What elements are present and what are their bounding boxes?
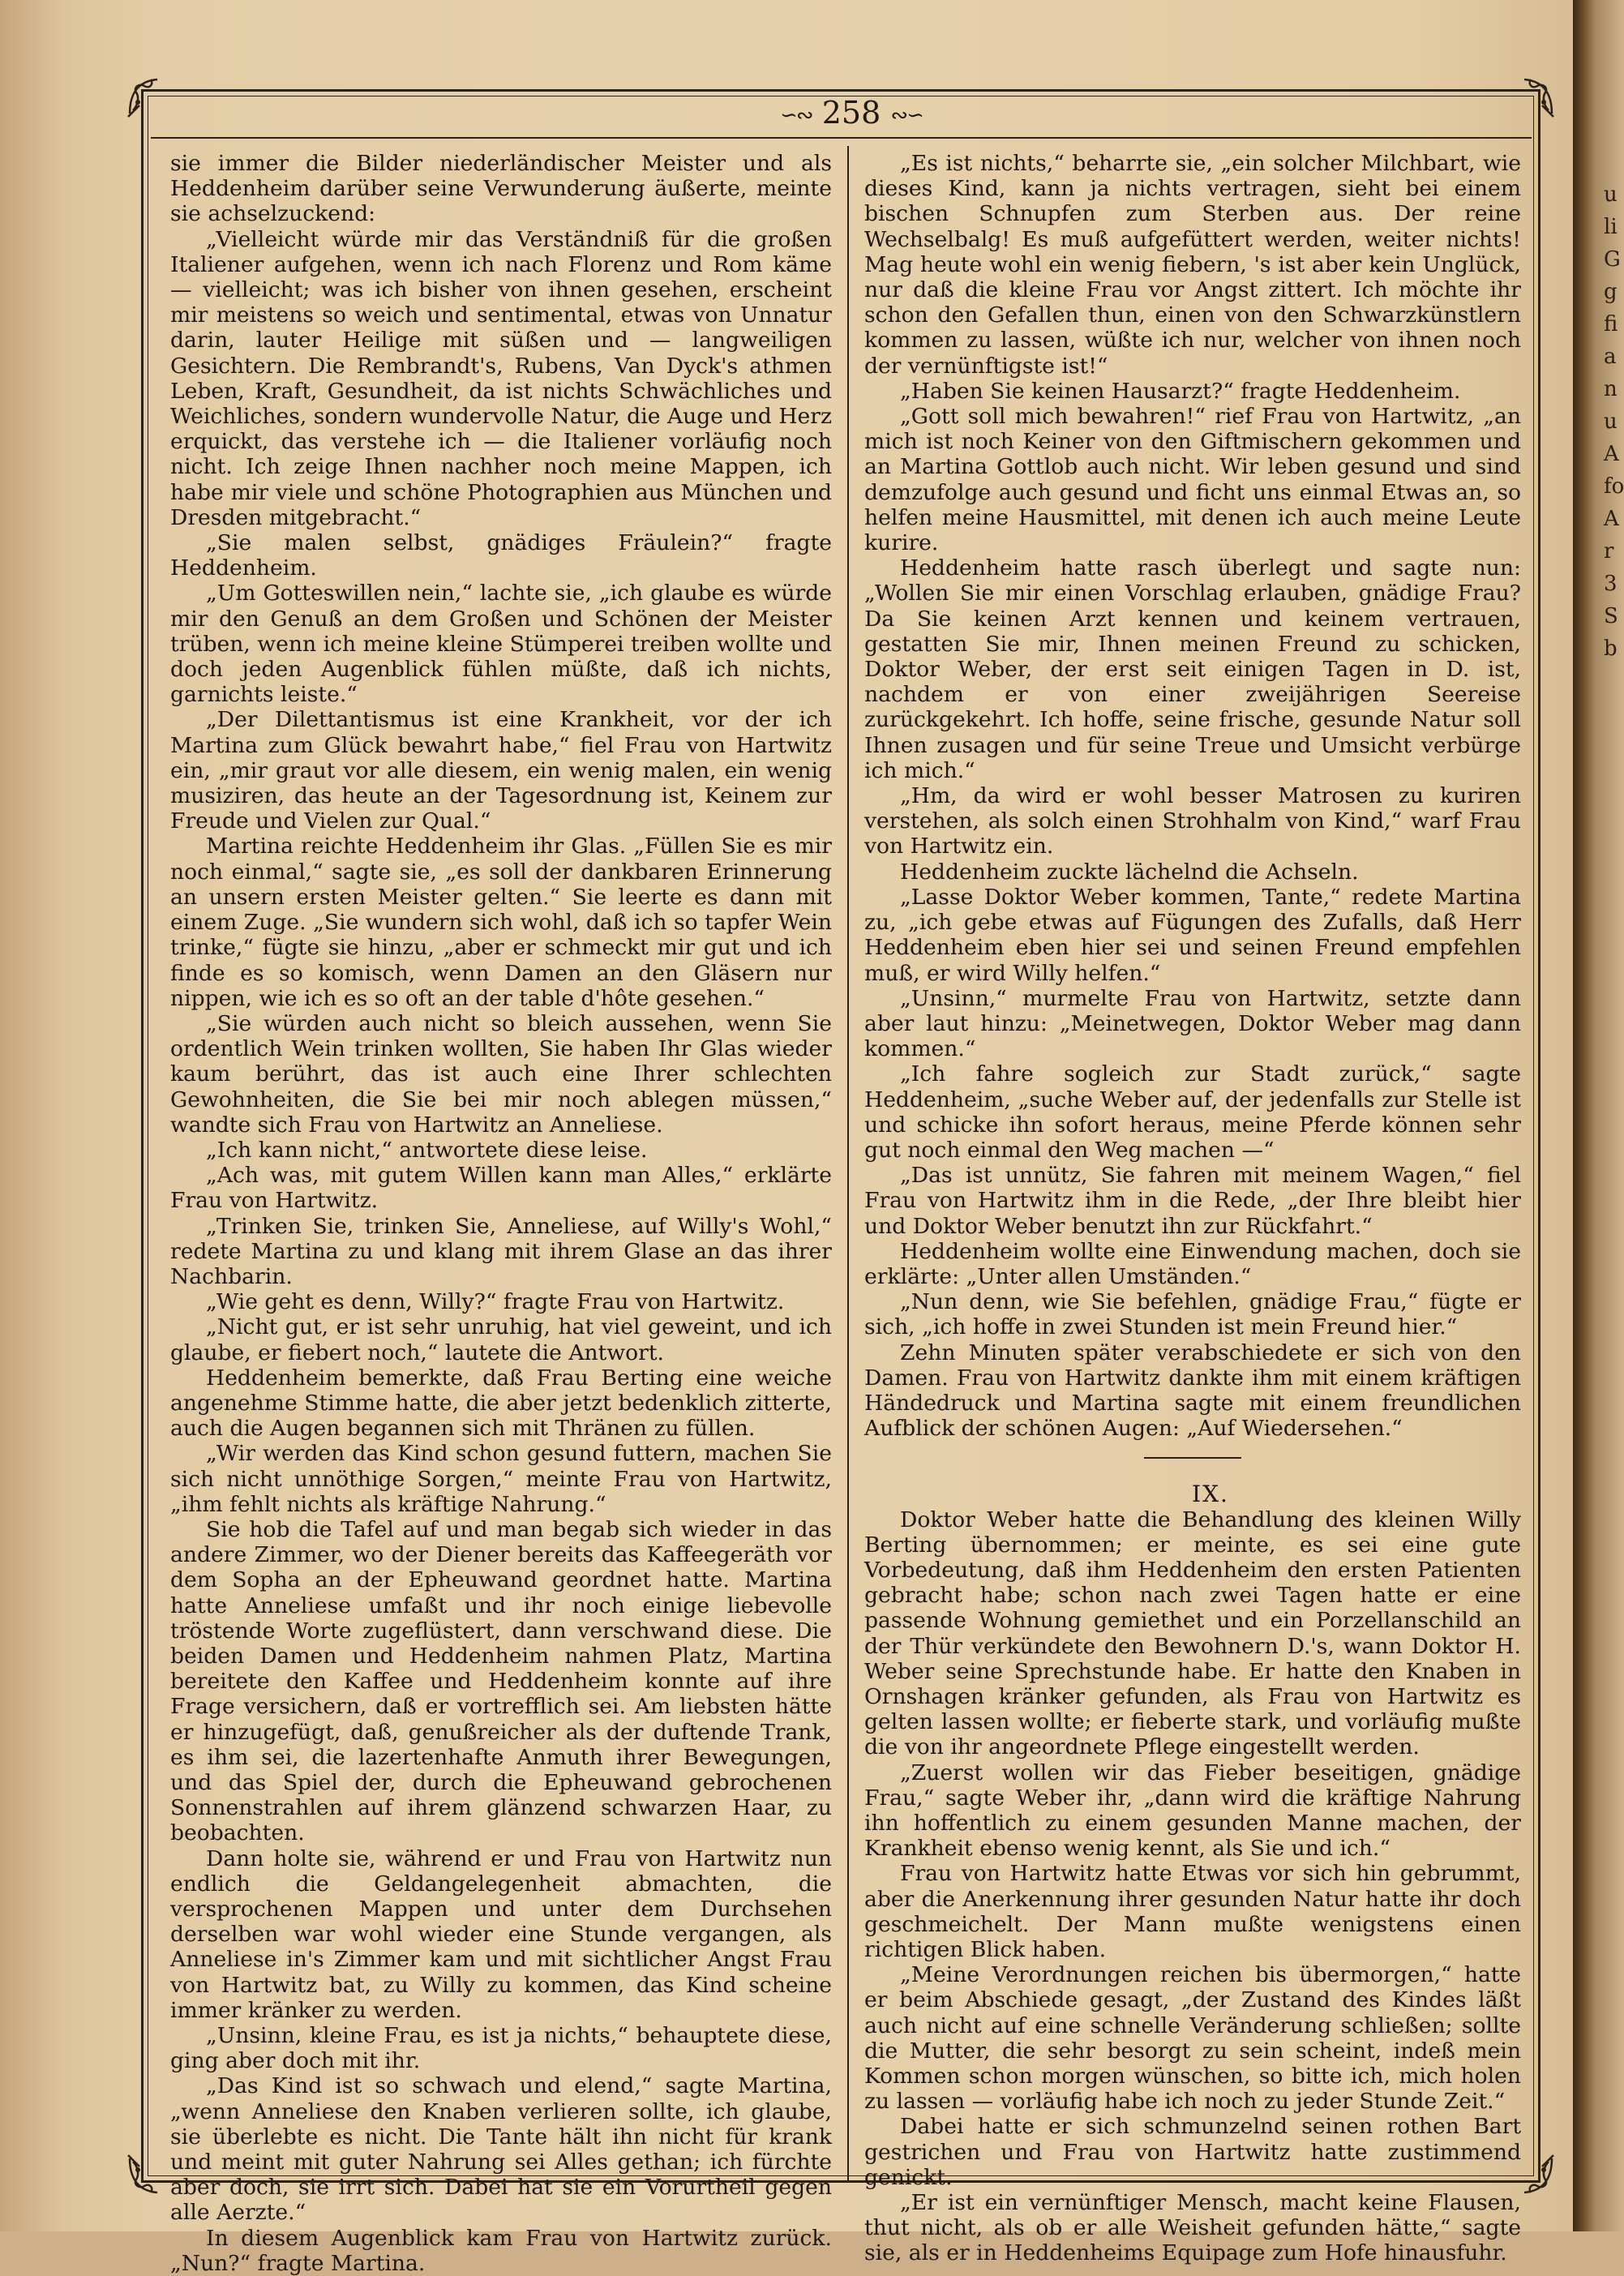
- paragraph: Sie hob die Tafel auf und man begab sich wieder in das andere Zimmer, wo der Diener bereits das Kaffeegeräth vor dem Sopha an der Epheuwand geordnet hatte. Martina hatte Anneliese umfaßt und ihr noch einige liebevolle tröstende Worte zugeflüstert, dann verschwand diese. Die beiden Damen und Heddenheim nahmen Platz, Martina bereitete den Kaffee und Heddenheim konnte auf ihre Frage versichern, daß er vortrefflich sei. Am liebsten hätte er hinzugefügt, daß, genußreicher als der duftende Trank, es ihm sei, die lazertenhafte Anmuth ihrer Bewegungen, und das Spiel der, durch die Epheuwand gebrochenen Sonnenstrahlen auf ihrem glänzend schwarzen Haar, zu beobachten.: [170, 1516, 832, 1846]
- paragraph: sie immer die Bilder niederländischer Meister und als Heddenheim darüber seine Verwunderung äußerte, meinte sie achselzuckend:: [170, 151, 832, 227]
- page-number: 258: [821, 95, 881, 131]
- next-page-fragment-line: li: [1604, 215, 1618, 239]
- next-page-fragment: [1604, 178, 1622, 665]
- paragraph: „Sie würden auch nicht so bleich aussehen, wenn Sie ordentlich Wein trinken wollten, Sie haben Ihr Glas wieder kaum berührt, das ist auch eine Ihrer schlechten Gewohnheiten, die Sie bei mir noch ablegen müssen,“ wandte sich Frau von Hartwitz an Anneliese.: [170, 1010, 832, 1138]
- paragraph: „Gott soll mich bewahren!“ rief Frau von Hartwitz, „an mich ist noch Keiner von den Giftmischern gekommen und an Martina Gottlob auch nicht. Wir leben gesund und sind demzufolge auch gesund und ficht uns einmal Etwas an, so helfen meine Hausmittel, mit denen ich auch meine Leute kurire.: [864, 404, 1521, 556]
- next-page-fragment-line: 3: [1604, 572, 1618, 596]
- next-page-fragment-line: g: [1604, 280, 1618, 304]
- header-rule: [151, 137, 1532, 139]
- paragraph: „Das Kind ist so schwach und elend,“ sagte Martina, „wenn Anneliese den Knaben verlieren sollte, ich glaube, sie überlebte es nicht. Die Tante hält ihn nicht für krank und meint mit guter Nahrung sei Alles gethan; ich fürchte aber doch, sie irrt sich. Dabei hat sie ein Vorurtheil gegen alle Aerzte.“: [170, 2073, 832, 2226]
- section-divider: [1144, 1457, 1241, 1459]
- paragraph: „Sie malen selbst, gnädiges Fräulein?“ fragte Heddenheim.: [170, 530, 832, 581]
- paragraph: „Trinken Sie, trinken Sie, Anneliese, auf Willy's Wohl,“ redete Martina zu und klang mit ihrem Glase an das ihrer Nachbarin.: [170, 1213, 832, 1289]
- paragraph: „Nicht gut, er ist sehr unruhig, hat viel geweint, und ich glaube, er fiebert noch,“ lautete die Antwort.: [170, 1314, 832, 1365]
- paragraph: Zehn Minuten später verabschiedete er sich von den Damen. Frau von Hartwitz dankte ihm mit einem kräftigen Händedruck und Martina sagte mit einem freundlichen Aufblick der schönen Augen: „Auf Wiedersehen.“: [864, 1339, 1521, 1442]
- paragraph: „Es ist nichts,“ beharrte sie, „ein solcher Milchbart, wie dieses Kind, kann ja nichts vertragen, sieht bei einem bischen Schnupfen zum Sterben aus. Der reine Wechselbalg! Es muß aufgefüttert werden, weiter nichts! Mag heute wohl ein wenig fiebern, 's ist aber kein Unglück, nur daß die kleine Frau vor Angst zittert. Ich möchte ihr schon den Gefallen thun, einen von den Schwarzkünstlern kommen zu lassen, wüßte ich nur, welcher von ihnen noch der vernünftigste ist!“: [864, 151, 1521, 379]
- paragraph: „Ich kann nicht,“ antwortete diese leise.: [206, 1137, 648, 1163]
- paragraph: In diesem Augenblick kam Frau von Hartwitz zurück. „Nun?“ fragte Martina.: [170, 2225, 832, 2276]
- paragraph: „Unsinn, kleine Frau, es ist ja nichts,“ behauptete diese, ging aber doch mit ihr.: [170, 2023, 832, 2074]
- ornament-left-icon: ∽∾: [780, 103, 812, 128]
- paragraph: „Das ist unnütz, Sie fahren mit meinem Wagen,“ fiel Frau von Hartwitz ihm in die Rede, „der Ihre bleibt hier und Doktor Weber benutzt ihn zur Rückfahrt.“: [864, 1163, 1521, 1239]
- corner-ornament-bottom-left: [122, 2150, 174, 2202]
- paragraph: „Lasse Doktor Weber kommen, Tante,“ redete Martina zu, „ich gebe etwas auf Fügungen des Zufalls, daß Herr Heddenheim eben hier sei und seinen Freund empfehlen muß, er wird Willy helfen.“: [864, 884, 1521, 986]
- next-page-fragment-line: n: [1604, 377, 1618, 401]
- paragraph: „Zuerst wollen wir das Fieber beseitigen, gnädige Frau,“ sagte Weber ihr, „dann wird die kräftige Nahrung ihn hoffentlich zu einem gesunden Manne machen, der Krankheit ebenso wenig kennt, als Sie und ich.“: [864, 1760, 1521, 1862]
- right-column: [864, 151, 1521, 2266]
- corner-ornament-top-left: [122, 70, 174, 122]
- paragraph: „Wie geht es denn, Willy?“ fragte Frau von Hartwitz.: [206, 1289, 785, 1315]
- paragraph: „Nun denn, wie Sie befehlen, gnädige Frau,“ fügte er sich, „ich hoffe in zwei Stunden ist mein Freund hier.“: [864, 1289, 1521, 1340]
- paragraph: Heddenheim zuckte lächelnd die Achseln.: [900, 859, 1359, 885]
- paragraph: Dann holte sie, während er und Frau von Hartwitz nun endlich die Geldangelegenheit abmachten, die versprochenen Mappen und unter dem Durchsehen derselben war wohl wieder eine Stunde vergangen, als Anneliese in's Zimmer kam und mit sichtlicher Angst Frau von Hartwitz bat, zu Willy zu kommen, das Kind scheine immer kränker zu werden.: [170, 1845, 832, 2023]
- paragraph: Heddenheim wollte eine Einwendung machen, doch sie erklärte: „Unter allen Umständen.“: [864, 1238, 1521, 1289]
- chapter-heading: IX.: [1192, 1481, 1229, 1508]
- paragraph: Heddenheim bemerkte, daß Frau Berting eine weiche angenehme Stimme hatte, die aber jetzt bedenklich zitterte, auch die Augen begannen sich mit Thränen zu füllen.: [170, 1365, 832, 1442]
- paragraph: „Vielleicht würde mir das Verständniß für die großen Italiener aufgehen, wenn ich nach Florenz und Rom käme — vielleicht; was ich bisher von ihnen gesehen, erscheint mir meistens so weich und sentimental, etwas von Unnatur darin, lauter Heilige mit süßen und — langweiligen Gesichtern. Die Rembrandt's, Rubens, Van Dyck's athmen Leben, Kraft, Gesundheit, da ist nichts Schwächliches und Weichliches, sondern wundervolle Natur, die Auge und Herz erquickt, das verstehe ich — die Italiener vorläufig noch nicht. Ich zeige Ihnen nachher noch meine Mappen, ich habe mir viele und schöne Photographien aus München und Dresden mitgebracht.“: [170, 226, 832, 530]
- next-page-fragment-line: S: [1604, 604, 1618, 628]
- paragraph: „Wir werden das Kind schon gesund futtern, machen Sie sich nicht unnöthige Sorgen,“ meinte Frau von Hartwitz, „ihm fehlt nichts als kräftige Nahrung.“: [170, 1441, 832, 1517]
- column-divider: [847, 146, 849, 2181]
- paragraph: Dabei hatte er sich schmunzelnd seinen rothen Bart gestrichen und Frau von Hartwitz hatte zustimmend genickt.: [864, 2114, 1521, 2190]
- paragraph: Frau von Hartwitz hatte Etwas vor sich hin gebrummt, aber die Anerkennung ihrer gesunden Natur hatte ihr doch geschmeichelt. Der Mann mußte wenigstens einen richtigen Blick haben.: [864, 1861, 1521, 1963]
- next-page-fragment-line: r: [1604, 539, 1614, 564]
- corner-ornament-top-right: [1508, 70, 1560, 122]
- next-page-fragment-line: fo: [1604, 474, 1624, 499]
- paragraph: Martina reichte Heddenheim ihr Glas. „Füllen Sie es mir noch einmal,“ sagte sie, „es soll der dankbaren Erinnerung an unsern ersten Meister gelten.“ Sie leerte es dann mit einem Zuge. „Sie wundern sich wohl, daß ich so tapfer Wein trinke,“ fügte sie hinzu, „aber er schmeckt mir gut und ich finde es so komisch, wenn Damen an den Gläsern nur nippen, wie ich es so oft an der table d'hôte gesehen.“: [170, 834, 832, 1011]
- next-page-fragment-line: b: [1604, 637, 1618, 661]
- next-page-fragment-line: u: [1604, 182, 1618, 207]
- paragraph: „Unsinn,“ murmelte Frau von Hartwitz, setzte dann aber laut hinzu: „Meinetwegen, Doktor Weber mag dann kommen.“: [864, 985, 1521, 1062]
- next-page-fragment-line: a: [1604, 345, 1617, 369]
- paragraph: „Haben Sie keinen Hausarzt?“ fragte Heddenheim.: [900, 378, 1461, 404]
- paragraph: Doktor Weber hatte die Behandlung des kleinen Willy Berting übernommen; er meinte, es sei eine gute Vorbedeutung, daß ihm Heddenheim den ersten Patienten gebracht habe; schon nach zwei Tagen hatte er eine passende Wohnung gemiethet und ein Porzellanschild an der Thür verkündete den Bewohnern D.'s, wann Doktor H. Weber seine Sprechstunde habe. Er hatte den Knaben in Ornshagen kränker gefunden, als Frau von Hartwitz es gelten lassen wollte; er fieberte stark, und vorläufig mußte die von ihr angeordnete Pflege eingestellt werden.: [864, 1507, 1521, 1760]
- next-page-fragment-line: A: [1604, 442, 1619, 466]
- ornament-right-icon: ∾∽: [890, 103, 923, 128]
- paragraph: „Hm, da wird er wohl besser Matrosen zu kuriren verstehen, als solch einen Strohhalm von Kind,“ warf Frau von Hartwitz ein.: [864, 783, 1521, 859]
- left-column: [170, 151, 832, 2276]
- paragraph: Heddenheim hatte rasch überlegt und sagte nun: „Wollen Sie mir einen Vorschlag erlauben, gnädige Frau? Da Sie keinen Arzt kennen und keinem vertrauen, gestatten Sie mir, Ihnen meinen Freund zu schicken, Doktor Weber, der erst seit einigen Tagen in D. ist, nachdem er von einer zweijährigen Seereise zurückgekehrt. Ich hoffe, seine frische, gesunde Natur soll Ihnen zusagen und für seine Treue und Umsicht verbürge ich mich.“: [864, 555, 1521, 783]
- paragraph: „Meine Verordnungen reichen bis übermorgen,“ hatte er beim Abschiede gesagt, „der Zustand des Kindes läßt auch nicht auf eine schnelle Veränderung schließen; sollte die Mutter, die sehr besorgt zu sein scheint, indeß mein Kommen schon morgen wünschen, so bitte ich, mich holen zu lassen — vorläufig habe ich noch zu jeder Stunde Zeit.“: [864, 1962, 1521, 2115]
- paragraph: „Der Dilettantismus ist eine Krankheit, vor der ich Martina zum Glück bewahrt habe,“ fiel Frau von Hartwitz ein, „mir graut vor alle diesem, ein wenig malen, ein wenig musiziren, das heute an der Tagesordnung ist, Keinem zur Freude und Vielen zur Qual.“: [170, 707, 832, 834]
- next-page-fragment-line: fi: [1604, 312, 1618, 336]
- paragraph: „Um Gotteswillen nein,“ lachte sie, „ich glaube es würde mir den Genuß an dem Großen und Schönen der Meister trüben, wenn ich meine kleine Stümperei treiben wollte und doch jeden Augenblick fühlen müßte, daß ich nichts, garnichts leiste.“: [170, 581, 832, 708]
- next-page-fragment-line: A: [1604, 507, 1619, 531]
- next-page-fragment-line: u: [1604, 409, 1618, 434]
- paragraph: „Er ist ein vernünftiger Mensch, macht keine Flausen, thut nicht, als ob er alle Weisheit gefunden hätte,“ sagte sie, als er in Heddenheims Equipage zum Hofe hinausfuhr.: [864, 2190, 1521, 2266]
- next-page-fragment-line: G: [1604, 247, 1621, 272]
- paragraph: „Ich fahre sogleich zur Stadt zurück,“ sagte Heddenheim, „suche Weber auf, der jedenfalls zur Stelle ist und schicke ihn sofort heraus, meine Pferde können sehr gut noch einmal den Weg machen —“: [864, 1061, 1521, 1163]
- paragraph: „Ach was, mit gutem Willen kann man Alles,“ erklärte Frau von Hartwitz.: [170, 1163, 832, 1214]
- page-number-header: [730, 94, 973, 135]
